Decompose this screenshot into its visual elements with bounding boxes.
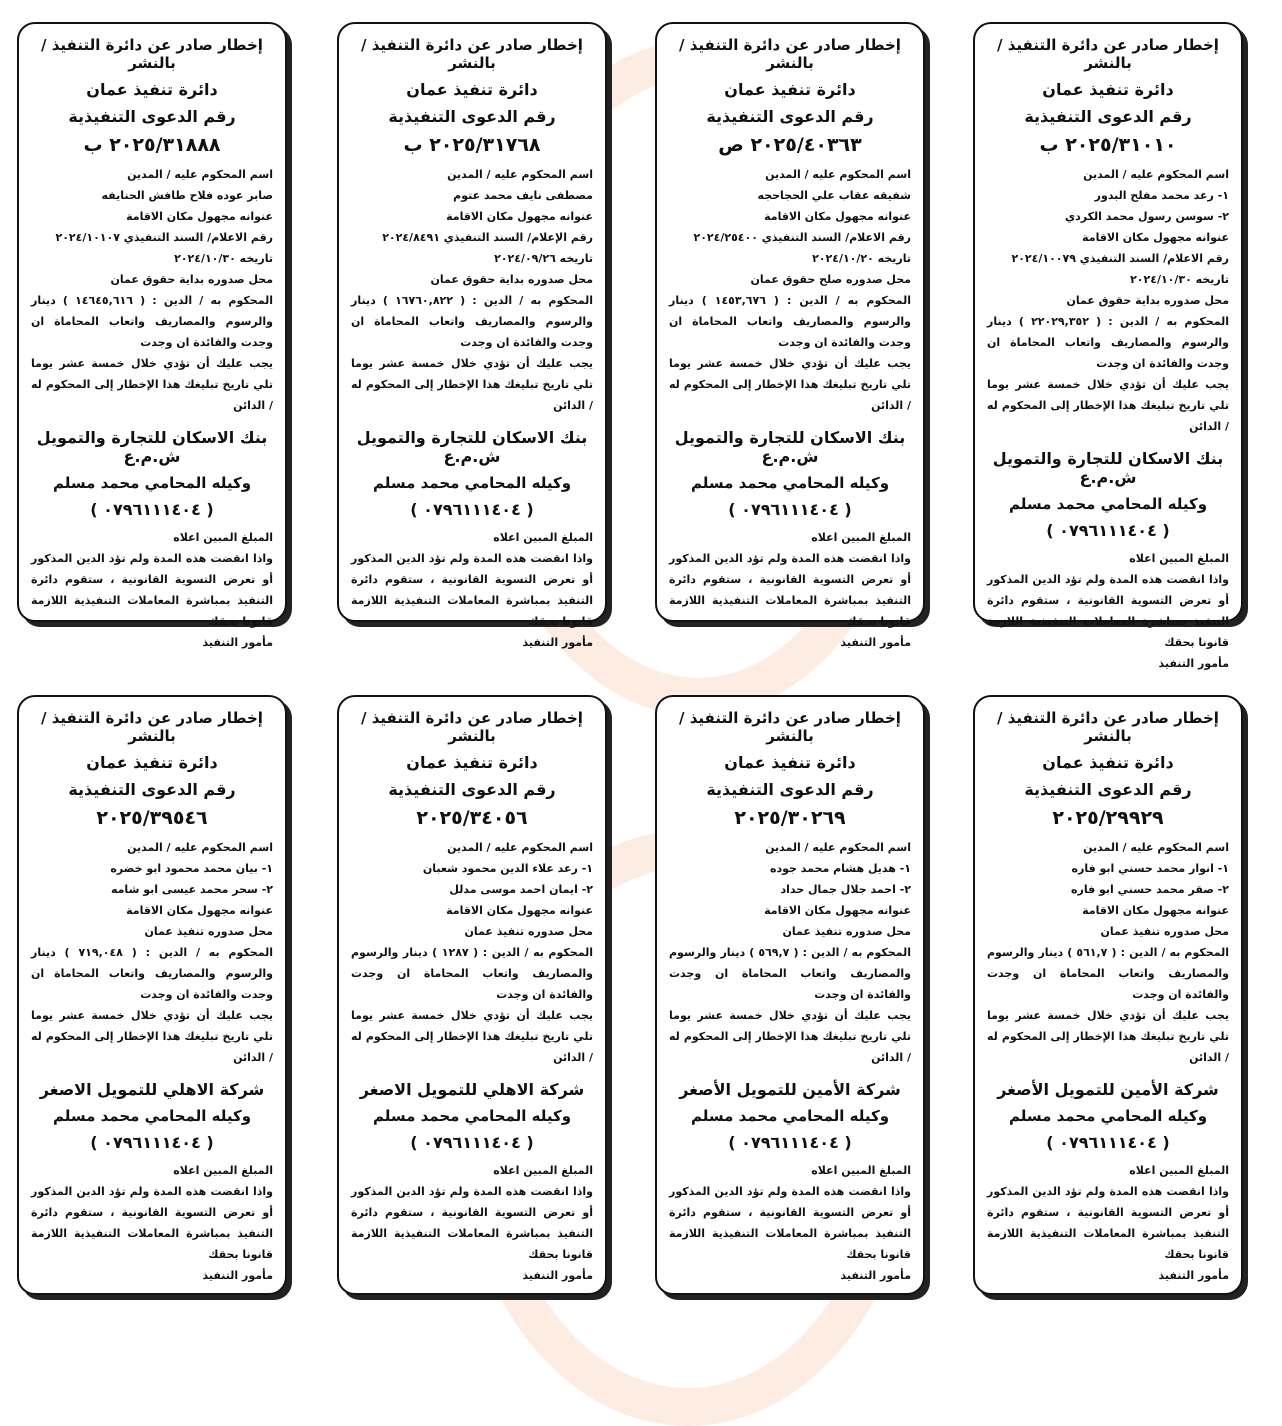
notice-line: محل صدوره بداية حقوق عمان [430, 273, 593, 286]
agent-phone: ( ٠٧٩٦١١١٤٠٤ ) [1046, 1133, 1170, 1152]
agent-name: وكيله المحامي محمد مسلم [372, 474, 572, 492]
notice-panel [337, 695, 607, 1295]
case-number: ٢٠٢٥/٣٩٥٤٦ [96, 807, 208, 829]
department-name: دائرة تنفيذ عمان [1042, 753, 1174, 772]
agent-name: وكيله المحامي محمد مسلم [52, 474, 252, 492]
footer-line: واذا انقضت هذه المدة ولم تؤد الدين المذكور أو تعرض التسوية القانونية ، ستقوم دائرة التنفيذ بمباشرة المعاملات التنفيذية اللازمة قانونا بحقك [351, 552, 593, 628]
footer-line: مأمور التنفيذ [522, 1269, 593, 1282]
notice-line: رقم الإعلام/ السند التنفيذي ٢٠٢٤/٨٤٩١ [382, 231, 593, 244]
notice-line: مصطفى نايف محمد عتوم [453, 189, 593, 202]
case-number: ٢٠٢٥/٣٤٠٥٦ [416, 807, 528, 829]
agent-phone: ( ٠٧٩٦١١١٤٠٤ ) [728, 500, 852, 519]
footer-line: مأمور التنفيذ [202, 636, 273, 649]
notice-line: محل صدوره تنفيذ عمان [144, 925, 273, 938]
case-label: رقم الدعوى التنفيذية [1024, 780, 1192, 799]
notice-panel [655, 22, 925, 649]
agent-name: وكيله المحامي محمد مسلم [1008, 1107, 1208, 1125]
notice-line: اسم المحكوم عليه / المدين [447, 841, 593, 854]
creditor-company: شركة الأمين للتمويل الأصغر [679, 1080, 901, 1099]
agent-name: وكيله المحامي محمد مسلم [372, 1107, 572, 1125]
notice-line: ٢- احمد جلال جمال حداد [780, 883, 911, 896]
notice-line: اسم المحكوم عليه / المدين [127, 168, 273, 181]
footer-line: المبلغ المبين اعلاه [173, 531, 273, 544]
notice-line: محل صدوره بداية حقوق عمان [110, 273, 273, 286]
notice-line: يجب عليك أن تؤدي خلال خمسة عشر يوما تلي تاريخ تبليغك هذا الإخطار إلى المحكوم له / الدائن [669, 1009, 911, 1064]
notice-line: رقم الاعلام/ السند التنفيذي ٢٠٢٤/٢٥٤٠٠ [693, 231, 911, 244]
creditor-company: شركة الاهلي للتمويل الاصغر [359, 1080, 585, 1099]
notice-line: تاريخه ٢٠٢٤/١٠/٣٠ [174, 252, 273, 265]
department-name: دائرة تنفيذ عمان [86, 753, 218, 772]
footer-line: واذا انقضت هذه المدة ولم تؤد الدين المذكور أو تعرض التسوية القانونية ، ستقوم دائرة التنفيذ بمباشرة المعاملات التنفيذية اللازمة قانونا بحقك [987, 573, 1229, 649]
creditor-company: بنك الاسكان للتجارة والتمويل ش.م.ع [674, 428, 906, 466]
notice-line: المحكوم به / الدين : ( ١٤٥٣,٦٧٦ ) دينار والرسوم والمصاريف واتعاب المحاماة ان وجدت والفائدة ان وجدت [669, 294, 911, 349]
agent-name: وكيله المحامي محمد مسلم [52, 1107, 252, 1125]
notice-panel [655, 695, 925, 1295]
notice-line: عنوانه مجهول مكان الاقامة [764, 210, 911, 223]
footer-line: المبلغ المبين اعلاه [1129, 1164, 1229, 1177]
notice-line: ٢- سوسن رسول محمد الكردي [1065, 210, 1229, 223]
creditor-company: بنك الاسكان للتجارة والتمويل ش.م.ع [356, 428, 588, 466]
notice-line: المحكوم به / الدين : ( ٧١٩,٠٤٨ ) دينار والرسوم والمصاريف واتعاب المحاماة ان وجدت والفائدة ان وجدت [31, 946, 273, 1001]
case-number: ٢٠٢٥/٣١٨٨٨ ب [83, 134, 221, 156]
notice-line: محل صدوره تنفيذ عمان [782, 925, 911, 938]
notice-line: محل صدوره تنفيذ عمان [1100, 925, 1229, 938]
agent-phone: ( ٠٧٩٦١١١٤٠٤ ) [728, 1133, 852, 1152]
case-label: رقم الدعوى التنفيذية [388, 780, 556, 799]
notice-panel [17, 22, 287, 649]
notice-line: ١- بيان محمد محمود ابو خضره [110, 862, 273, 875]
footer-line: واذا انقضت هذه المدة ولم تؤد الدين المذكور أو تعرض التسوية القانونية ، ستقوم دائرة التنفيذ بمباشرة المعاملات التنفيذية اللازمة قانونا بحقك [31, 1185, 273, 1261]
notice-line: اسم المحكوم عليه / المدين [765, 841, 911, 854]
agent-name: وكيله المحامي محمد مسلم [690, 1107, 890, 1125]
footer-line: المبلغ المبين اعلاه [1129, 552, 1229, 565]
notice-line: محل صدوره بداية حقوق عمان [1066, 294, 1229, 307]
creditor-company: شركة الاهلي للتمويل الاصغر [39, 1080, 265, 1099]
notice-title: إخطار صادر عن دائرة التنفيذ / بالنشر [41, 36, 263, 72]
footer-line: مأمور التنفيذ [840, 1269, 911, 1282]
case-label: رقم الدعوى التنفيذية [68, 107, 236, 126]
notice-line: المحكوم به / الدين : ( ٢٢٠٢٩,٣٥٢ ) دينار والرسوم والمصاريف واتعاب المحاماة ان وجدت والفائدة ان وجدت [987, 315, 1229, 370]
footer-line: المبلغ المبين اعلاه [493, 531, 593, 544]
footer-line: مأمور التنفيذ [522, 636, 593, 649]
department-name: دائرة تنفيذ عمان [1042, 80, 1174, 99]
footer-line: مأمور التنفيذ [202, 1269, 273, 1282]
case-label: رقم الدعوى التنفيذية [706, 107, 874, 126]
footer-line: المبلغ المبين اعلاه [811, 1164, 911, 1177]
department-name: دائرة تنفيذ عمان [406, 80, 538, 99]
notice-panel [337, 22, 607, 649]
notice-line: يجب عليك أن تؤدي خلال خمسة عشر يوما تلي تاريخ تبليغك هذا الإخطار إلى المحكوم له / الدائن [31, 357, 273, 412]
notice-line: يجب عليك أن تؤدي خلال خمسة عشر يوما تلي تاريخ تبليغك هذا الإخطار إلى المحكوم له / الدائن [351, 357, 593, 412]
notice-panel [17, 695, 287, 1295]
notice-line: عنوانه مجهول مكان الاقامة [1082, 231, 1229, 244]
agent-name: وكيله المحامي محمد مسلم [690, 474, 890, 492]
notice-line: عنوانه مجهول مكان الاقامة [126, 904, 273, 917]
notice-line: ١- هديل هشام محمد جوده [770, 862, 911, 875]
notice-line: يجب عليك أن تؤدي خلال خمسة عشر يوما تلي تاريخ تبليغك هذا الإخطار إلى المحكوم له / الدائن [987, 378, 1229, 433]
department-name: دائرة تنفيذ عمان [86, 80, 218, 99]
notice-line: محل صدوره تنفيذ عمان [464, 925, 593, 938]
notice-line: يجب عليك أن تؤدي خلال خمسة عشر يوما تلي تاريخ تبليغك هذا الإخطار إلى المحكوم له / الدائن [351, 1009, 593, 1064]
footer-line: واذا انقضت هذه المدة ولم تؤد الدين المذكور أو تعرض التسوية القانونية ، ستقوم دائرة التنفيذ بمباشرة المعاملات التنفيذية اللازمة قانونا بحقك [669, 1185, 911, 1261]
agent-phone: ( ٠٧٩٦١١١٤٠٤ ) [90, 500, 214, 519]
notice-line: اسم المحكوم عليه / المدين [1083, 841, 1229, 854]
notice-title: إخطار صادر عن دائرة التنفيذ / بالنشر [361, 36, 583, 72]
creditor-company: بنك الاسكان للتجارة والتمويل ش.م.ع [992, 449, 1224, 487]
department-name: دائرة تنفيذ عمان [724, 80, 856, 99]
notice-line: عنوانه مجهول مكان الاقامة [446, 904, 593, 917]
footer-line: مأمور التنفيذ [840, 636, 911, 649]
notice-line: عنوانه مجهول مكان الاقامة [446, 210, 593, 223]
case-number: ٢٠٢٥/٤٠٣٦٣ ص [718, 134, 862, 156]
footer-line: المبلغ المبين اعلاه [173, 1164, 273, 1177]
footer-line: المبلغ المبين اعلاه [493, 1164, 593, 1177]
notice-line: رقم الاعلام/ السند التنفيذي ٢٠٢٤/١٠١٠٧ [55, 231, 273, 244]
department-name: دائرة تنفيذ عمان [724, 753, 856, 772]
notice-line: عنوانه مجهول مكان الاقامة [1082, 904, 1229, 917]
footer-line: مأمور التنفيذ [1158, 1269, 1229, 1282]
footer-line: واذا انقضت هذه المدة ولم تؤد الدين المذكور أو تعرض التسوية القانونية ، ستقوم دائرة التنفيذ بمباشرة المعاملات التنفيذية اللازمة قانونا بحقك [31, 552, 273, 628]
case-number: ٢٠٢٥/٣٠٢٦٩ [734, 807, 846, 829]
creditor-company: شركة الأمين للتمويل الأصغر [997, 1080, 1219, 1099]
footer-line: مأمور التنفيذ [1158, 657, 1229, 670]
creditor-company: بنك الاسكان للتجارة والتمويل ش.م.ع [36, 428, 268, 466]
case-number: ٢٠٢٥/٣١٧٦٨ ب [403, 134, 541, 156]
notice-line: ٢- سحر محمد عيسى ابو شامه [110, 883, 273, 896]
notice-line: اسم المحكوم عليه / المدين [127, 841, 273, 854]
notice-line: المحكوم به / الدين : ( ١٦٧٦٠,٨٢٢ ) دينار والرسوم والمصاريف واتعاب المحاماة ان وجدت والفائدة ان وجدت [351, 294, 593, 349]
notice-panel [973, 695, 1243, 1295]
notice-line: عنوانه مجهول مكان الاقامة [764, 904, 911, 917]
case-label: رقم الدعوى التنفيذية [388, 107, 556, 126]
notice-title: إخطار صادر عن دائرة التنفيذ / بالنشر [679, 36, 901, 72]
footer-line: واذا انقضت هذه المدة ولم تؤد الدين المذكور أو تعرض التسوية القانونية ، ستقوم دائرة التنفيذ بمباشرة المعاملات التنفيذية اللازمة قانونا بحقك [987, 1185, 1229, 1261]
notice-line: ١- رعد محمد مفلح البدور [1094, 189, 1229, 202]
agent-phone: ( ٠٧٩٦١١١٤٠٤ ) [90, 1133, 214, 1152]
notice-line: اسم المحكوم عليه / المدين [447, 168, 593, 181]
notice-line: ١- انوار محمد حسني ابو فاره [1071, 862, 1229, 875]
case-label: رقم الدعوى التنفيذية [1024, 107, 1192, 126]
notice-panel [973, 22, 1243, 670]
notice-line: رقم الاعلام/ السند التنفيذي ٢٠٢٤/١٠٠٧٩ [1011, 252, 1229, 265]
notice-title: إخطار صادر عن دائرة التنفيذ / بالنشر [997, 709, 1219, 745]
notice-line: يجب عليك أن تؤدي خلال خمسة عشر يوما تلي تاريخ تبليغك هذا الإخطار إلى المحكوم له / الدائن [31, 1009, 273, 1064]
notice-line: المحكوم به / الدين : ( ٥٦٩,٧ ) دينار والرسوم والمصاريف واتعاب المحاماة ان وجدت والفائدة ان وجدت [669, 946, 911, 1001]
notice-line: اسم المحكوم عليه / المدين [1083, 168, 1229, 181]
case-label: رقم الدعوى التنفيذية [706, 780, 874, 799]
notice-line: تاريخه ٢٠٢٤/٠٩/٢٦ [494, 252, 593, 265]
notice-line: المحكوم به / الدين : ( ١٢٨٧ ) دينار والرسوم والمصاريف واتعاب المحاماة ان وجدت والفائدة ان وجدت [351, 946, 593, 1001]
case-label: رقم الدعوى التنفيذية [68, 780, 236, 799]
case-number: ٢٠٢٥/٢٩٩٢٩ [1052, 807, 1164, 829]
notice-line: تاريخه ٢٠٢٤/١٠/٢٠ [812, 252, 911, 265]
agent-phone: ( ٠٧٩٦١١١٤٠٤ ) [1046, 521, 1170, 540]
department-name: دائرة تنفيذ عمان [406, 753, 538, 772]
notice-line: اسم المحكوم عليه / المدين [765, 168, 911, 181]
agent-name: وكيله المحامي محمد مسلم [1008, 495, 1208, 513]
notice-line: صابر عوده فلاح طافش الحنايفه [101, 189, 273, 202]
case-number: ٢٠٢٥/٣١٠١٠ ب [1039, 134, 1177, 156]
footer-line: المبلغ المبين اعلاه [811, 531, 911, 544]
notice-line: ٢- صقر محمد حسني ابو فاره [1071, 883, 1229, 896]
notice-line: المحكوم به / الدين : ( ١٤٦٤٥,٦١٦ ) دينار والرسوم والمصاريف واتعاب المحاماة ان وجدت والفائدة ان وجدت [31, 294, 273, 349]
notice-line: تاريخه ٢٠٢٤/١٠/٣٠ [1130, 273, 1229, 286]
notice-line: شفيقه عقاب علي الحجاحجه [757, 189, 911, 202]
notice-line: ١- رعد علاء الدين محمود شعبان [422, 862, 593, 875]
agent-phone: ( ٠٧٩٦١١١٤٠٤ ) [410, 500, 534, 519]
notice-title: إخطار صادر عن دائرة التنفيذ / بالنشر [361, 709, 583, 745]
notice-line: ٢- ايمان احمد موسى مدلل [449, 883, 593, 896]
footer-line: واذا انقضت هذه المدة ولم تؤد الدين المذكور أو تعرض التسوية القانونية ، ستقوم دائرة التنفيذ بمباشرة المعاملات التنفيذية اللازمة قانونا بحقك [669, 552, 911, 628]
notice-line: يجب عليك أن تؤدي خلال خمسة عشر يوما تلي تاريخ تبليغك هذا الإخطار إلى المحكوم له / الدائن [987, 1009, 1229, 1064]
notice-title: إخطار صادر عن دائرة التنفيذ / بالنشر [997, 36, 1219, 72]
notice-line: عنوانه مجهول مكان الاقامة [126, 210, 273, 223]
notice-line: المحكوم به / الدين : ( ٥٦١,٧ ) دينار والرسوم والمصاريف واتعاب المحاماة ان وجدت والفائدة ان وجدت [987, 946, 1229, 1001]
notice-line: يجب عليك أن تؤدي خلال خمسة عشر يوما تلي تاريخ تبليغك هذا الإخطار إلى المحكوم له / الدائن [669, 357, 911, 412]
agent-phone: ( ٠٧٩٦١١١٤٠٤ ) [410, 1133, 534, 1152]
footer-line: واذا انقضت هذه المدة ولم تؤد الدين المذكور أو تعرض التسوية القانونية ، ستقوم دائرة التنفيذ بمباشرة المعاملات التنفيذية اللازمة قانونا بحقك [351, 1185, 593, 1261]
notice-title: إخطار صادر عن دائرة التنفيذ / بالنشر [41, 709, 263, 745]
notice-title: إخطار صادر عن دائرة التنفيذ / بالنشر [679, 709, 901, 745]
notice-line: محل صدوره صلح حقوق عمان [750, 273, 911, 286]
